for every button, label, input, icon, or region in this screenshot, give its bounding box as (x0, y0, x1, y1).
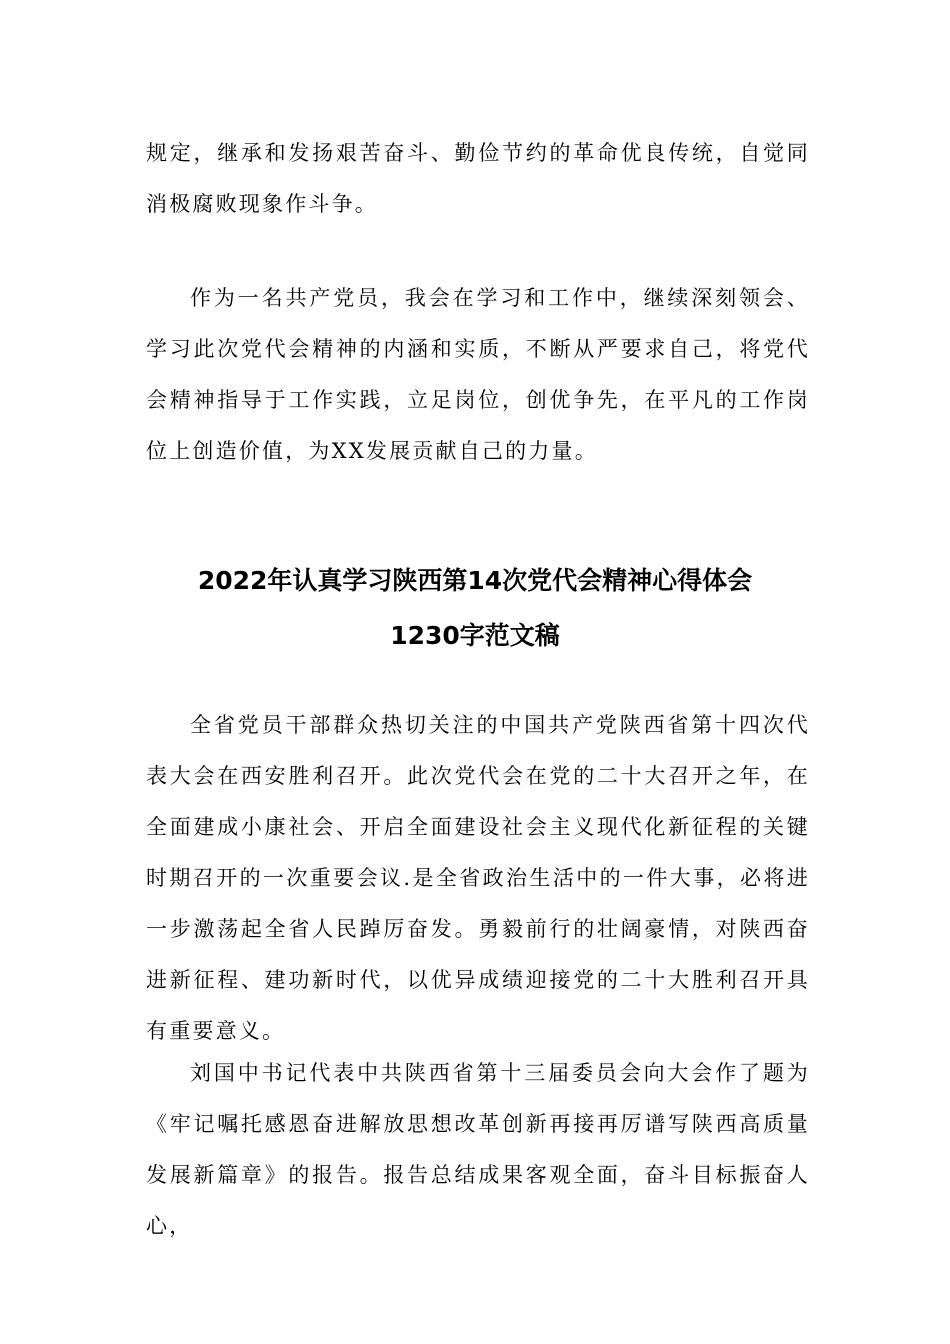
article-title (100, 553, 850, 663)
paragraph-report: 刘国中书记代表中共陕西省第十三届委员会向大会作了题为《牢记嘱托感恩奋进解放思想改革创新再接再厉谱写陕西高质量发展新篇章》的报告。报告总结成果客观全面，奋斗目标振奋人心， (146, 1061, 810, 1238)
article-title-line-1: 2022年认真学习陕西第14次党代会精神心得体会 (197, 566, 753, 595)
paragraph-intro: 全省党员干部群众热切关注的中国共产党陕西省第十四次代表大会在西安胜利召开。此次党代会在党的二十大召开之年，在全面建成小康社会、开启全面建设社会主义现代化新征程的关键时期召开的一次重要会议.是全省政治生活中的一件大事，必将进一步激荡起全省人民踔厉奋发。勇毅前行的壮阔豪情，对陕西奋进新征程、建功新时代，以优异成绩迎接党的二十大胜利召开具有重要意义。 (146, 713, 810, 1043)
article-title-line-2: 1230字范文稿 (390, 621, 560, 650)
paragraph-commitment: 作为一名共产党员，我会在学习和工作中，继续深刻领会、学习此次党代会精神的内涵和实质，不断从严要求自己，将党代会精神指导于工作实践，立足岗位，创优争先，在平凡的工作岗位上创造价值，为XX发展贡献自己的力量。 (146, 286, 810, 463)
paragraph-continuation: 规定，继承和发扬艰苦奋斗、勤俭节约的革命优良传统，自觉同消极腐败现象作斗争。 (146, 141, 810, 216)
